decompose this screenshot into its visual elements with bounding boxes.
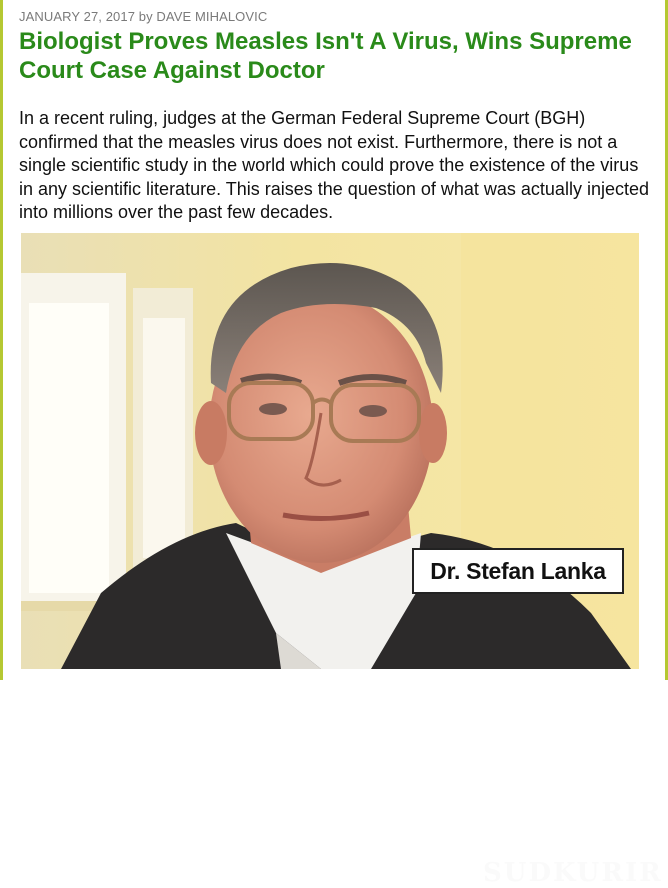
- byline-by-word: by: [138, 9, 153, 24]
- article-lede: In a recent ruling, judges at the German Federal Supreme Court (BGH) confirmed that the measles virus does not exist. Furthermore, there is not a single scientific study in the world which could prove the existence of the virus in any scientific literature. This raises the question of what was actually injected into millions over the past few decades.: [19, 108, 649, 222]
- portrait-illustration: [21, 233, 639, 669]
- article-photo: [21, 233, 663, 888]
- photo-caption: Dr. Stefan Lanka: [412, 548, 624, 594]
- article-headline[interactable]: Biologist Proves Measles Isn't A Virus, Wins Supreme Court Case Against Doctor: [19, 28, 632, 84]
- photo-watermark: SUDKURIR: [483, 858, 663, 888]
- article-date: JANUARY 27, 2017: [19, 9, 136, 24]
- article-author[interactable]: DAVE MIHALOVIC: [156, 9, 268, 24]
- article-byline: [19, 9, 267, 24]
